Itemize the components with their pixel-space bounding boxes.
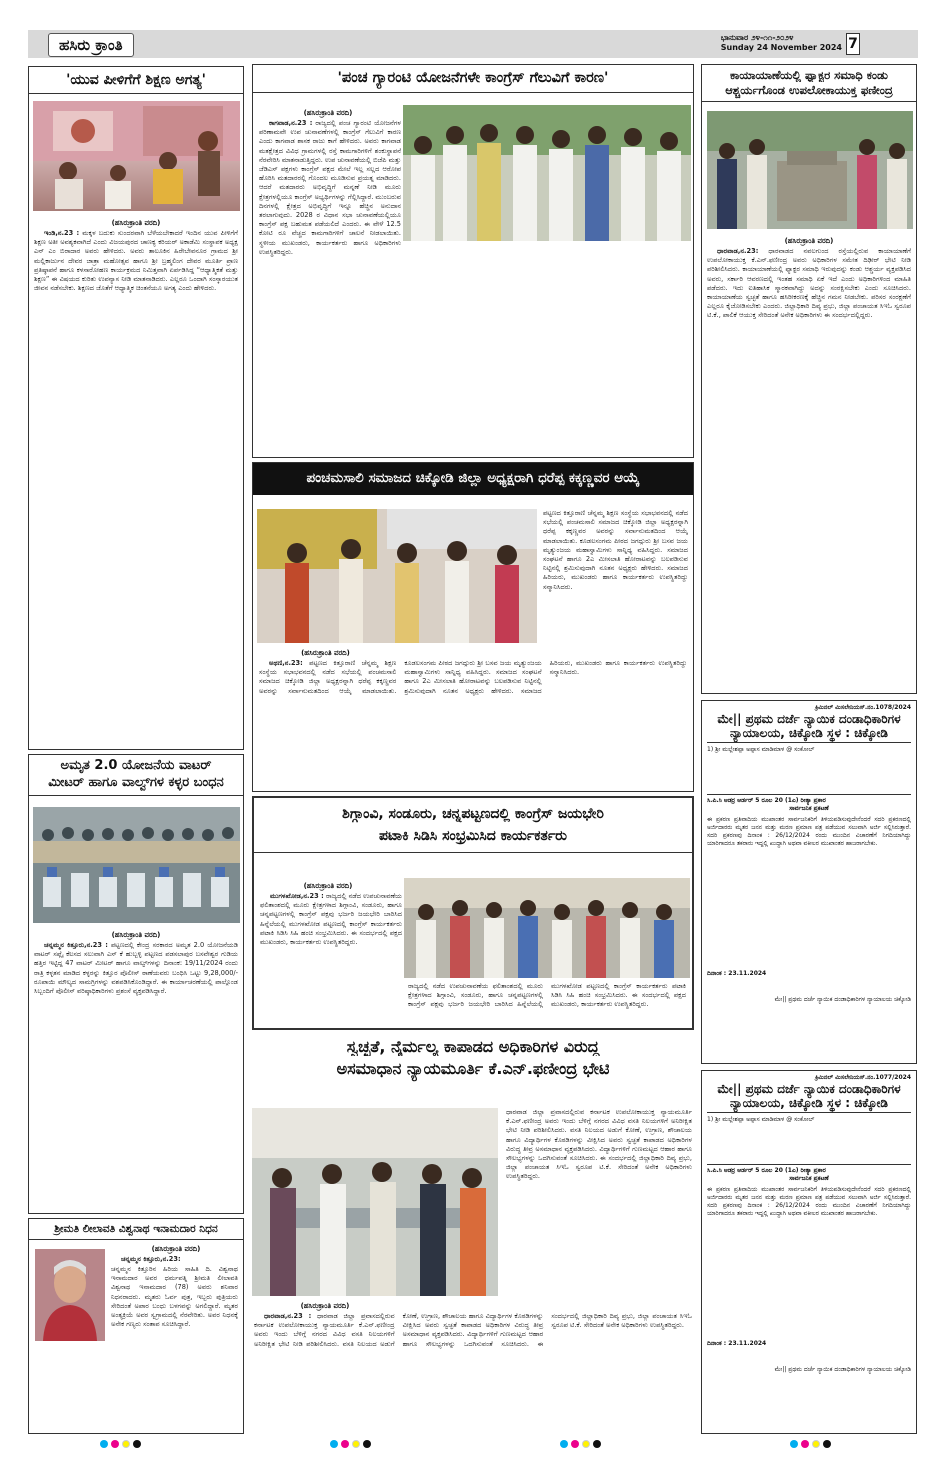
headline-line-1: ಕಾಯಾಯಾಣೆಯಲ್ಲಿ ಫ್ಯಾಕ್ಟರ ಸಮಾಧಿ ಕಂಡು: [730, 68, 888, 82]
byline: (ಹಸಿರುಕ್ರಾಂತಿ ವರದಿ): [111, 219, 161, 227]
inspection-photo: [252, 1108, 498, 1296]
body-text-cont: ರಾಜ್ಯದಲ್ಲಿ ನಡೆದ ಉಪಚುನಾವಣೆಯ ಫಲಿತಾಂಶದಲ್ಲಿ ಮೂರು ಕ್ಷೇತ್ರಗಳಾದ ಶಿಗ್ಗಾಂವಿ, ಸಂಡೂರು, ಹಾಗೂ ಚನ್ನಪಟ್ಟಣಗಳಲ್ಲಿ ಕಾಂಗ್ರೆಸ್ ಪಕ್ಷವು ಭರ್ಜರಿ ಜಯಭೇರಿ ಬಾರಿಸಿದ ಹಿನ್ನೆಲೆಯಲ್ಲಿ ಮುಗಳಖೋಡ ಪಟ್ಟಣದಲ್ಲಿ ಕಾಂಗ್ರೆಸ್ ಕಾರ್ಯಕರ್ತರು ಪಟಾಕಿ ಸಿಡಿಸಿ ಸಿಹಿ ಹಂಚಿ ಸಂಭ್ರಮಿಸಿದರು. ಈ ಸಂದರ್ಭದಲ್ಲಿ ಪಕ್ಷದ ಮುಖಂಡರು, ಕಾರ್ಯಕರ್ತರು ಉಪಸ್ಥಿತರಿದ್ದರು.: [408, 982, 686, 1009]
notice-label: ಸಾರ್ವಜನಿಕ ಪ್ರಕಟಣೆ: [789, 1175, 829, 1182]
notice-label: ಸಾರ್ವಜನಿಕ ಪ್ರಕಟಣೆ: [789, 805, 829, 812]
article-guarantee-schemes: [252, 64, 694, 458]
yellow-dot: [352, 1440, 360, 1448]
court-title-line-2: ನ್ಯಾಯಾಲಯ, ಚಿಕ್ಕೋಡಿ ಸ್ಥಳ : ಚಿಕ್ಕೋಡಿ: [707, 1096, 911, 1113]
yellow-dot: [122, 1440, 130, 1448]
magenta-dot: [571, 1440, 579, 1448]
body-text: ರಾಜ್ಯದಲ್ಲಿ ಪಂಚ ಗ್ಯಾರಂಟಿ ಯೋಜನೆಗಳ ಪರಿಣಾಮವೇ ಉಪ ಚುನಾವಣೆಗಳಲ್ಲಿ ಕಾಂಗ್ರೆಸ್ ಗೆಲುವಿಗೆ ಕಾರಣ ಎಂದು ಕಾಗವಾಡ ಶಾಸಕ ರಾಜು ಕಾಗೆ ಹೇಳಿದರು. ಅವರು ಕಾಗವಾಡ ಮತಕ್ಷೇತ್ರದ ವಿವಿಧ ಗ್ರಾಮಗಳಲ್ಲಿ ರಸ್ತೆ ಕಾಮಗಾರಿಗಳಿಗೆ ಶಂಕುಸ್ಥಾಪನೆ ನೆರವೇರಿಸಿ ಮಾತನಾಡುತ್ತಿದ್ದರು. ಉಪ ಚುನಾವಣೆಯಲ್ಲಿ ಬಿಜೆಪಿ ಮತ್ತು ಜೆಡಿಎಸ್ ಪಕ್ಷಗಳು ಕಾಂಗ್ರೆಸ್ ಪಕ್ಷದ ಮೇಲೆ ಇಲ್ಲ ಸಲ್ಲದ ಆರೋಪ ಹೊರಿಸಿ ಮತದಾರರಲ್ಲಿ ಗೊಂದಲ ಮೂಡಿಸುವ ಪ್ರಯತ್ನ ಮಾಡಿದರು. ಆದರೆ ಮತದಾರರು ಅಭಿವೃದ್ಧಿಗೆ ಮನ್ನಣೆ ನೀಡಿ ಮೂರು ಕ್ಷೇತ್ರಗಳಲ್ಲಿಯೂ ಕಾಂಗ್ರೆಸ್ ಅಭ್ಯರ್ಥಿಗಳನ್ನು ಗೆಲ್ಲಿಸಿದ್ದಾರೆ. ಮುಂಬರುವ ದಿನಗಳಲ್ಲಿ ಕ್ಷೇತ್ರದ ಅಭಿವೃದ್ಧಿಗೆ ಇನ್ನೂ ಹೆಚ್ಚಿನ ಅನುದಾನ ತರಲಾಗುವುದು. 2028 ರ ವಿಧಾನ ಸಭಾ ಚುನಾವಣೆಯಲ್ಲಿಯೂ ಕಾಂಗ್ರೆಸ್ ಪಕ್ಷ ಬಹುಮತ ಪಡೆಯಲಿದೆ ಎಂದರು. ಈ ವೇಳೆ 12.5 ಕೋಟಿ ರೂ ವೆಚ್ಚದ ಕಾಮಗಾರಿಗಳಿಗೆ ಚಾಲನೆ ನೀಡಲಾಯಿತು. ಸ್ಥಳೀಯ ಮುಖಂಡರು, ಕಾರ್ಯಕರ್ತರು ಹಾಗೂ ಅಧಿಕಾರಿಗಳು ಉಪಸ್ಥಿತರಿದ್ದರು.: [259, 119, 401, 256]
cpc-section: ಸಿ.ಪಿ.ಸಿ ಆಡರ್ರ ಆರ್ಡರ್ 5 ರೂಲ 20 (1ಎ) ರೀತ್ಯಾ ಪ್ರಕಾರ: [707, 794, 911, 805]
court-signature: ಮೇ|| ಪ್ರಥಮ ದರ್ಜೆ ನ್ಯಾಯಿಕ ದಂಡಾಧಿಕಾರಿಗಳ ನ್ಯಾಯಾಲಯ ಚಿಕ್ಕೋಡಿ: [774, 1366, 911, 1373]
dateline: ಧಾರವಾಡ,ನ.23 :: [264, 1312, 312, 1320]
article-body: [259, 659, 687, 787]
monument-illustration: [707, 111, 913, 229]
headline-line-1: ಶಿಗ್ಗಾಂವಿ, ಸಂಡೂರು, ಚನ್ನಪಟ್ಟಣದಲ್ಲಿ ಕಾಂಗ್ರೆಸ್ ಜಯಭೇರಿ: [342, 806, 604, 822]
body-text-intro: ಪಟ್ಟಣದ ಕಿತ್ತೂರಾಣಿ ಚೆನ್ನಮ್ಮ ಶಿಕ್ಷಣ ಸಂಸ್ಥೆಯ ಸಭಾಭವನದಲ್ಲಿ ನಡೆದ ಸಭೆಯಲ್ಲಿ ಪಂಚಮಸಾಲಿ ಸಮಾಜದ ಚಿಕ್ಕೋಡಿ ಜಿಲ್ಲಾ ಅಧ್ಯಕ್ಷರನ್ನಾಗಿ ಧರೆಪ್ಪ ಕಕ್ಕಣ್ಣವರ ಅವರನ್ನು ಸರ್ವಾನುಮತದಿಂದ ಆಯ್ಕೆ ಮಾಡಲಾಯಿತು. ಕೂಡಲಸಂಗಮ ಪೀಠದ ಜಗದ್ಗುರು ಶ್ರೀ ಬಸವ ಜಯ ಮೃತ್ಯುಂಜಯ ಮಹಾಸ್ವಾಮಿಗಳು ಸಾನ್ನಿಧ್ಯ ವಹಿಸಿದ್ದರು. ಸಮಾಜದ ಸಂಘಟನೆ ಹಾಗೂ 2ಎ ಮೀಸಲಾತಿ ಹೋರಾಟವನ್ನು ಬಲಪಡಿಸುವ ನಿಟ್ಟಿನಲ್ಲಿ ಶ್ರಮಿಸುವುದಾಗಿ ನೂತನ ಅಧ್ಯಕ್ಷರು ಹೇಳಿದರು. ಸಮಾಜದ ಹಿರಿಯರು, ಮುಖಂಡರು ಹಾಗೂ ಕಾರ್ಯಕರ್ತರು ಉಪಸ್ಥಿತರಿದ್ದು ಸನ್ಮಾನಿಸಿದರು.: [543, 509, 688, 591]
felicitation-illustration: [257, 509, 537, 643]
body-text-right: ಧಾರವಾಡ ಜಿಲ್ಲಾ ಪ್ರವಾಸದಲ್ಲಿರುವ ಕರ್ನಾಟಕ ಉಪಲೋಕಾಯುಕ್ತ ನ್ಯಾಯಮೂರ್ತಿ ಕೆ.ಎನ್.ಫಣೀಂದ್ರ ಅವರು ಇಂದು ಬೆಳಿಗ್ಗೆ ನಗರದ ವಿವಿಧ ವಸತಿ ನಿಲಯಗಳಿಗೆ ಅನಿರೀಕ್ಷಿತ ಭೇಟಿ ನೀಡಿ ಪರಿಶೀಲಿಸಿದರು. ವಸತಿ ನಿಲಯದ ಅಡುಗೆ ಕೋಣೆ, ಉಗ್ರಾಣ, ಶೌಚಾಲಯ ಹಾಗೂ ವಿದ್ಯಾರ್ಥಿಗಳ ಕೊಠಡಿಗಳನ್ನು ವೀಕ್ಷಿಸಿದ ಅವರು ಸ್ವಚ್ಛತೆ ಕಾಪಾಡದ ಅಧಿಕಾರಿಗಳ ವಿರುದ್ಧ ತೀವ್ರ ಅಸಮಾಧಾನ ವ್ಯಕ್ತಪಡಿಸಿದರು. ವಿದ್ಯಾರ್ಥಿಗಳಿಗೆ ಗುಣಮಟ್ಟದ ಆಹಾರ ಹಾಗೂ ಸೌಲಭ್ಯಗಳನ್ನು ಒದಗಿಸುವಂತೆ ಸೂಚಿಸಿದರು. ಈ ಸಂದರ್ಭದಲ್ಲಿ ಜಿಲ್ಲಾಧಿಕಾರಿ ದಿವ್ಯ ಪ್ರಭು, ಜಿಲ್ಲಾ ಪಂಚಾಯತ ಸಿಇಓ ಸ್ವರೂಪ ಟಿ.ಕೆ. ಸೇರಿದಂತೆ ಅನೇಕ ಅಧಿಕಾರಿಗಳು ಉಪಸ್ಥಿತರಿದ್ದರು.: [506, 1108, 692, 1181]
headline-line-2: ಪಟಾಕಿ ಸಿಡಿಸಿ ಸಂಭ್ರಮಿಸಿದ ಕಾರ್ಯಕರ್ತರು: [254, 824, 692, 853]
article-factory-grave: [701, 64, 917, 694]
black-dot: [363, 1440, 371, 1448]
cyan-dot: [790, 1440, 798, 1448]
court-title-line-1: ಮೇ|| ಪ್ರಥಮ ದರ್ಜೆ ನ್ಯಾಯಿಕ ದಂಡಾಧಿಕಾರಿಗಳ: [717, 1082, 901, 1096]
body-text: ಧಾರವಾಡದ ನವಲಗುಂದ ರಸ್ತೆಯಲ್ಲಿರುವ ಕಾಯಾಯಾಣೆಗೆ ಉಪಲೋಕಾಯುಕ್ತ ಕೆ.ಎನ್.ಫಣೀಂದ್ರ ಅವರು ಅಧಿಕಾರಿಗಳ ಸಮೇತ ದಿಢೀರ್ ಭೇಟಿ ನೀಡಿ ಪರಿಶೀಲಿಸಿದರು. ಕಾಯಾಯಾಣೆಯಲ್ಲಿ ಫ್ಯಾಕ್ಟರ ಸಮಾಧಿ ಇರುವುದನ್ನು ಕಂಡು ಆಶ್ಚರ್ಯ ವ್ಯಕ್ತಪಡಿಸಿದ ಅವರು, ಸರ್ಕಾರಿ ಆವರಣದಲ್ಲಿ ಇಂತಹ ಸಮಾಧಿ ಏಕೆ ಇದೆ ಎಂದು ಅಧಿಕಾರಿಗಳಿಂದ ಮಾಹಿತಿ ಪಡೆದರು. ಇದು ಐತಿಹಾಸಿಕ ಸ್ಮಾರಕವಾಗಿದ್ದು ಅದನ್ನು ಸಂರಕ್ಷಿಸಬೇಕು ಎಂದು ಸೂಚಿಸಿದರು. ಕಾಯಾಯಾಣೆಯ ಸ್ವಚ್ಛತೆ ಹಾಗೂ ಹಸಿರೀಕರಣಕ್ಕೆ ಹೆಚ್ಚಿನ ಗಮನ ನೀಡಬೇಕು. ಪರಿಸರ ಸಂರಕ್ಷಣೆಗೆ ಎಲ್ಲರೂ ಕೈಜೋಡಿಸಬೇಕು ಎಂದರು. ಜಿಲ್ಲಾಧಿಕಾರಿ ದಿವ್ಯ ಪ್ರಭು, ಜಿಲ್ಲಾ ಪಂಚಾಯತ ಸಿಇಓ ಸ್ವರೂಪ ಟಿ.ಕೆ., ಪಾಲಿಕೆ ಆಯುಕ್ತ ಸೇರಿದಂತೆ ಅನೇಕ ಅಧಿಕಾರಿಗಳು ಈ ಸಂದರ್ಭದಲ್ಲಿದ್ದರು.: [707, 247, 911, 320]
body-text: ಧಾರವಾಡ ಜಿಲ್ಲಾ ಪ್ರವಾಸದಲ್ಲಿರುವ ಕರ್ನಾಟಕ ಉಪಲೋಕಾಯುಕ್ತ ನ್ಯಾಯಮೂರ್ತಿ ಕೆ.ಎನ್.ಫಣೀಂದ್ರ ಅವರು ಇಂದು ಬೆಳಿಗ್ಗೆ ನಗರದ ವಿವಿಧ ವಸತಿ ನಿಲಯಗಳಿಗೆ ಅನಿರೀಕ್ಷಿತ ಭೇಟಿ ನೀಡಿ ಪರಿಶೀಲಿಸಿದರು. ವಸತಿ ನಿಲಯದ ಅಡುಗೆ ಕೋಣೆ, ಉಗ್ರಾಣ, ಶೌಚಾಲಯ ಹಾಗೂ ವಿದ್ಯಾರ್ಥಿಗಳ ಕೊಠಡಿಗಳನ್ನು ವೀಕ್ಷಿಸಿದ ಅವರು ಸ್ವಚ್ಛತೆ ಕಾಪಾಡದ ಅಧಿಕಾರಿಗಳ ವಿರುದ್ಧ ತೀವ್ರ ಅಸಮಾಧಾನ ವ್ಯಕ್ತಪಡಿಸಿದರು. ವಿದ್ಯಾರ್ಥಿಗಳಿಗೆ ಗುಣಮಟ್ಟದ ಆಹಾರ ಹಾಗೂ ಸೌಲಭ್ಯಗಳನ್ನು ಒದಗಿಸುವಂತೆ ಸೂಚಿಸಿದರು. ಈ ಸಂದರ್ಭದಲ್ಲಿ ಜಿಲ್ಲಾಧಿಕಾರಿ ದಿವ್ಯ ಪ್ರಭು, ಜಿಲ್ಲಾ ಪಂಚಾಯತ ಸಿಇಓ ಸ್ವರೂಪ ಟಿ.ಕೆ. ಸೇರಿದಂತೆ ಅನೇಕ ಅಧಿಕಾರಿಗಳು ಉಪಸ್ಥಿತರಿದ್ದರು.: [254, 1312, 692, 1348]
body-text: ಮಕ್ಕಳ ಬದುಕು ಸುಂದರವಾಗಿ ಬೆಳೆಯಬೇಕಾದರೆ ಇಂದಿನ ಯುವ ಪೀಳಿಗೆಗೆ ಶಿಕ್ಷಣ ಅತೀ ಅವಶ್ಯಕವಾಗಿದೆ ಎಂದು ವಿಜಯಪುರದ ಚಾಣಕ್ಯ ಕರಿಯರ್ ಅಕಾಡೆಮಿ ಸಂಸ್ಥಾಪಕ ಅಧ್ಯಕ್ಷ ಎನ್ ಎಂ ಬಿರಾದಾರ ಅವರು ಹೇಳಿದರು. ಅವರು ತಾಲೂಕಿನ ಹಿರೇಬೇವನೂರ ಗ್ರಾಮದ ಶ್ರೀ ಮಲ್ಲಿಕಾರ್ಜುನ ದೇವರ ಜಾತ್ರಾ ಮಹೋತ್ಸವ ಹಾಗೂ ಶ್ರೀ ಬ್ರಹ್ಮಲಿಂಗ ದೇವರ ಮೂರ್ತಿ ಪ್ರಾಣ ಪ್ರತಿಷ್ಠಾಪನೆ ಹಾಗೂ ಕಳಸಾರೋಹಣ ಕಾರ್ಯಕ್ರಮದ ನಿಮಿತ್ತವಾಗಿ ಏರ್ಪಡಿಸಿದ್ದ “ಆಧ್ಯಾತ್ಮಿಕತೆ ಮತ್ತು ಶಿಕ್ಷಣ” ಈ ವಿಷಯದ ಕುರಿತು ಉಪನ್ಯಾಸ ನೀಡಿ ಮಾತನಾಡಿದರು. ಎಲ್ಲರೂ ಒಂದಾಗಿ ಸಂಸ್ಕಾರಯುತ ಜೀವನ ನಡೆಸಬೇಕು. ಶಿಕ್ಷಣದ ಜೊತೆಗೆ ಆಧ್ಯಾತ್ಮಿಕ ಚಿಂತನೆಯೂ ಅಗತ್ಯ ಎಂದು ಹೇಳಿದರು.: [34, 229, 238, 293]
cyan-dot: [330, 1440, 338, 1448]
event-photo: [33, 101, 240, 211]
black-dot: [823, 1440, 831, 1448]
article-justice-visit: [252, 1034, 694, 1434]
magenta-dot: [341, 1440, 349, 1448]
case-ref: ಕ್ರಿಮಿನಲ್ ಮಿಸಲೇನಿಯಸ್.ನಂ.1078/2024: [815, 704, 911, 711]
black-dot: [133, 1440, 141, 1448]
dateline: ಚನ್ನಮ್ಮನ ಕಿತ್ತೂರು,ನ.23:: [121, 1255, 181, 1263]
byline: (ಹಸಿರುಕ್ರಾಂತಿ ವರದಿ): [151, 1245, 201, 1253]
stage-illustration: [33, 101, 240, 211]
registration-marks-1: [100, 1440, 141, 1448]
felicitation-photo: [257, 509, 537, 643]
notice-date: ದಿನಾಂಕ : 23.11.2024: [707, 970, 767, 977]
court-title-line-2: ನ್ಯಾಯಾಲಯ, ಚಿಕ್ಕೋಡಿ ಸ್ಥಳ : ಚಿಕ್ಕೋಡಿ: [707, 726, 911, 743]
body-text: ರಾಜ್ಯದಲ್ಲಿ ನಡೆದ ಉಪಚುನಾವಣೆಯ ಫಲಿತಾಂಶದಲ್ಲಿ ಮೂರು ಕ್ಷೇತ್ರಗಳಾದ ಶಿಗ್ಗಾಂವಿ, ಸಂಡೂರು, ಹಾಗೂ ಚನ್ನಪಟ್ಟಣಗಳಲ್ಲಿ ಕಾಂಗ್ರೆಸ್ ಪಕ್ಷವು ಭರ್ಜರಿ ಜಯಭೇರಿ ಬಾರಿಸಿದ ಹಿನ್ನೆಲೆಯಲ್ಲಿ ಮುಗಳಖೋಡ ಪಟ್ಟಣದಲ್ಲಿ ಕಾಂಗ್ರೆಸ್ ಕಾರ್ಯಕರ್ತರು ಪಟಾಕಿ ಸಿಡಿಸಿ ಸಿಹಿ ಹಂಚಿ ಸಂಭ್ರಮಿಸಿದರು. ಈ ಸಂದರ್ಭದಲ್ಲಿ ಪಕ್ಷದ ಮುಖಂಡರು, ಕಾರ್ಯಕರ್ತರು ಉಪಸ್ಥಿತರಿದ್ದರು.: [260, 892, 402, 947]
masthead: [28, 30, 918, 58]
headline: 'ಯುವ ಪೀಳಿಗೆಗೆ ಶಿಕ್ಷಣ ಅಗತ್ಯ': [29, 67, 243, 94]
portrait-illustration: [35, 1249, 105, 1341]
article-body-col1: [259, 119, 401, 453]
body-text: ಚನ್ನಮ್ಮನ ಕಿತ್ತೂರಿನ ಹಿರಿಯ ಸಾಹಿತಿ ದಿ. ವಿಶ್ವನಾಥ ಇನಾಮದಾರ ಅವರ ಧರ್ಮಪತ್ನಿ ಶ್ರೀಮತಿ ಲೀಲಾವತಿ ವಿಶ್ವನಾಥ ಇನಾಮದಾರ (78) ಅವರು ಶನಿವಾರ ನಿಧನರಾದರು. ಮೃತರು ಓರ್ವ ಪುತ್ರ, ಇಬ್ಬರು ಪುತ್ರಿಯರು ಸೇರಿದಂತೆ ಅಪಾರ ಬಂಧು ಬಳಗವನ್ನು ಅಗಲಿದ್ದಾರೆ. ಮೃತರ ಅಂತ್ಯಕ್ರಿಯೆ ಅವರ ಸ್ವಗ್ರಾಮದಲ್ಲಿ ನೆರವೇರಿತು. ಅವರ ನಿಧನಕ್ಕೆ ಅನೇಕ ಗಣ್ಯರು ಸಂತಾಪ ಸೂಚಿಸಿದ್ದಾರೆ.: [111, 1265, 238, 1329]
byline: (ಹಸಿರುಕ್ರಾಂತಿ ವರದಿ): [301, 649, 350, 657]
police-photo: [33, 807, 240, 923]
byline: (ಹಸಿರುಕ್ರಾಂತಿ ವರದಿ): [300, 1302, 350, 1310]
article-body: [34, 941, 238, 1209]
body-text: ಪಟ್ಟಣದಲ್ಲಿ ಕೇಂದ್ರ ಸರಕಾರದ ಅಮೃತ 2.0 ಯೋಜನೆಯಡಿ ವಾಟರ್ ಸಪ್ಲೈ ಕೆಲಸದ ಸಲುವಾಗಿ ಎಸ್ ಕೆ ಹುಬ್ಬಳ್ಳಿ ಪಟ್ಟಣದ ಪಡಸಲಾಪುರ ಬಸವೇಶ್ವರ ಗುಡಿಯ ಹತ್ತಿರ ಇಟ್ಟಿದ್ದ 47 ವಾಟರ್ ಮೀಟರ್ ಹಾಗೂ ವಾಲ್ವ್‌ಗಳನ್ನು ದಿನಾಂಕ: 19/11/2024 ರಂದು ರಾತ್ರಿ ಕಳ್ಳತನ ಮಾಡಿದ ಕಳ್ಳರನ್ನು ಕಿತ್ತೂರ ಪೊಲೀಸ್ ಠಾಣೆಯವರು ಬಂಧಿಸಿ ಒಟ್ಟು 9,28,000/- ರೂಪಾಯಿ ಮೌಲ್ಯದ ಸಾಮಗ್ರಿಗಳನ್ನು ವಶಪಡಿಸಿಕೊಂಡಿದ್ದಾರೆ. ಈ ಕಾರ್ಯಾಚರಣೆಯಲ್ಲಿ ಪಾಲ್ಗೊಂಡ ಸಿಬ್ಬಂದಿಗೆ ಪೊಲೀಸ್ ವರಿಷ್ಠಾಧಿಕಾರಿಗಳು ಪ್ರಶಂಸೆ ವ್ಯಕ್ತಪಡಿಸಿದ್ದಾರೆ.: [34, 941, 238, 996]
court-signature: ಮೇ|| ಪ್ರಥಮ ದರ್ಜೆ ನ್ಯಾಯಿಕ ದಂಡಾಧಿಕಾರಿಗಳ ನ್ಯಾಯಾಲಯ ಚಿಕ್ಕೋಡಿ: [774, 996, 911, 1003]
party-name: 1) ಶ್ರೀ ಮಲ್ಲೇಶಪ್ಪಾ ಅಪ್ಪಾಸ ಮಾಡಿಮಾಳ @ ಸಂಕೋಲ್: [707, 1116, 815, 1123]
magenta-dot: [801, 1440, 809, 1448]
article-body: [260, 892, 402, 1026]
dateline: ಮುಗಳಖೋಡ,ನ.23 :: [270, 892, 324, 900]
portrait-photo: [35, 1249, 105, 1341]
crowd-illustration: [403, 105, 691, 241]
dateline: ಕಾಗವಾಡ,ನ.23 :: [269, 119, 313, 127]
case-ref: ಕ್ರಿಮಿನಲ್ ಮಿಸಲೇನಿಯಸ್.ನಂ.1077/2024: [815, 1074, 911, 1081]
article-body-continued: [408, 982, 686, 1026]
article-body-col3-top: [543, 509, 688, 643]
dateline: ಚನ್ನಮ್ಮನ ಕಿತ್ತೂರು,ನ.23 :: [44, 941, 108, 949]
byline: (ಹಸಿರುಕ್ರಾಂತಿ ವರದಿ): [303, 882, 353, 890]
notice-body: ಈ ಪ್ರಕರಣ ಪ್ರತಿವಾದಿಯ ಮುಖಾಂತರ ಸಾರ್ವಜನಿಕರಿಗೆ ತಿಳಿಯಪಡಿಸುವುದೇನೆಂದರೆ ಸದರಿ ಪ್ರಕರಣದಲ್ಲಿ ಅರ್ಜಿದಾರರು ಮೃತರ ಜನನ ಮತ್ತು ಮರಣ ಪ್ರಮಾಣ ಪತ್ರ ಪಡೆಯುವ ಸಲುವಾಗಿ ಅರ್ಜಿ ಸಲ್ಲಿಸಿರುತ್ತಾರೆ. ಸದರಿ ಪ್ರಕರಣವು ದಿನಾಂಕ : 26/12/2024 ರಂದು ಮುಂದಿನ ವಿಚಾರಣೆಗೆ ನಿಗದಿಯಾಗಿದ್ದು ಯಾರಿಗಾದರೂ ತಕರಾರು ಇದ್ದಲ್ಲಿ ಖುದ್ದಾಗಿ ಅಥವಾ ವಕೀಲರ ಮುಖಾಂತರ ಹಾಜರಾಗಬೇಕು.: [707, 1186, 911, 1217]
article-body-right: [506, 1108, 692, 1298]
article-congress-victory: [252, 796, 694, 1030]
registration-marks-4: [790, 1440, 831, 1448]
court-title-line-1: ಮೇ|| ಪ್ರಥಮ ದರ್ಜೆ ನ್ಯಾಯಿಕ ದಂಡಾಧಿಕಾರಿಗಳ: [717, 712, 901, 726]
dateline: ಧಾರವಾಡ,ನ.23:: [717, 247, 759, 255]
monument-photo: [707, 111, 913, 229]
byline: (ಹಸಿರುಕ್ರಾಂತಿ ವರದಿ): [111, 931, 161, 939]
party-name: 1) ಶ್ರೀ ಮಲ್ಲೇಶಪ್ಪಾ ಅಪ್ಪಾಸ ಮಾಡಿಮಾಳ @ ಸಂಕೋಲ್: [707, 746, 815, 753]
celebration-illustration: [404, 878, 690, 978]
cyan-dot: [560, 1440, 568, 1448]
magenta-dot: [111, 1440, 119, 1448]
dateline: ಅಥಣಿ,ನ.23:: [269, 659, 303, 667]
dateline: ಇಂಡಿ,ನ.23 :: [44, 229, 80, 237]
headline: ಪಂಚಮಸಾಲಿ ಸಮಾಜದ ಚಿಕ್ಕೋಡಿ ಜಿಲ್ಲಾ ಅಧ್ಯಕ್ಷರಾಗಿ ಧರೆಪ್ಪ ಕಕ್ಕಣ್ಣವರ ಆಯ್ಕೆ: [253, 463, 693, 495]
seized-items-illustration: [33, 807, 240, 923]
article-amrut-theft: [28, 754, 244, 1214]
article-body: [34, 229, 238, 744]
date-english: Sunday 24 November 2024: [720, 43, 842, 52]
byline: (ಹಸಿರುಕ್ರಾಂತಿ ವರದಿ): [303, 109, 353, 117]
headline: 'ಪಂಚ ಗ್ಯಾರಂಟಿ ಯೋಜನೆಗಳೇ ಕಾಂಗ್ರೆಸ್ ಗೆಲುವಿಗೆ ಕಾರಣ': [253, 65, 693, 93]
date-kannada: ಭಾನುವಾರ ೨೪-೧೧-೨೦೨೪: [720, 33, 794, 42]
inspection-illustration: [252, 1108, 498, 1296]
issue-date: [721, 33, 842, 53]
celebration-photo: [404, 878, 690, 978]
legal-notice-1: [701, 700, 917, 1064]
yellow-dot: [812, 1440, 820, 1448]
headline: ಶ್ರೀಮತಿ ಲೀಲಾವತಿ ವಿಶ್ವನಾಥ ಇನಾಮದಾರ ನಿಧನ: [29, 1219, 243, 1240]
headline-line-1: ಸ್ವಚ್ಛತೆ, ನೈರ್ಮಲ್ಯ ಕಾಪಾಡದ ಅಧಿಕಾರಿಗಳ ವಿರುದ್ಧ: [346, 1037, 600, 1056]
notice-date: ದಿನಾಂಕ : 23.11.2024: [707, 1340, 767, 1347]
article-panchamasali: [252, 462, 694, 792]
article-obituary: [28, 1218, 244, 1434]
page-number: 7: [846, 33, 860, 55]
black-dot: [593, 1440, 601, 1448]
cyan-dot: [100, 1440, 108, 1448]
registration-marks-2: [330, 1440, 371, 1448]
byline: (ಹಸಿರುಕ್ರಾಂತಿ ವರದಿ): [784, 237, 834, 245]
headline-line-2: ಆಶ್ಚರ್ಯಗೊಂಡ ಉಪಲೋಕಾಯುಕ್ತ ಫಣೀಂದ್ರ: [702, 82, 916, 102]
article-youth-education: [28, 66, 244, 750]
article-body: [707, 247, 911, 689]
registration-marks-3: [560, 1440, 601, 1448]
rally-photo: [403, 105, 691, 241]
article-body: [111, 1265, 238, 1429]
paper-name: ಹಸಿರು ಕ್ರಾಂತಿ: [48, 33, 134, 57]
headline-line-2: ಮೀಟರ್ ಹಾಗೂ ವಾಲ್ವ್‌ಗಳ ಕಳ್ಳರ ಬಂಧನ: [29, 774, 243, 796]
headline-line-1: ಅಮೃತ 2.0 ಯೋಜನೆಯ ವಾಟರ್: [60, 758, 212, 773]
cpc-section: ಸಿ.ಪಿ.ಸಿ ಆಡರ್ರ ಆರ್ಡರ್ 5 ರೂಲ 20 (1ಎ) ರೀತ್ಯಾ ಪ್ರಕಾರ: [707, 1164, 911, 1175]
article-body: [254, 1312, 692, 1430]
legal-notice-2: [701, 1070, 917, 1434]
body-text: ಪಟ್ಟಣದ ಕಿತ್ತೂರಾಣಿ ಚೆನ್ನಮ್ಮ ಶಿಕ್ಷಣ ಸಂಸ್ಥೆಯ ಸಭಾಭವನದಲ್ಲಿ ನಡೆದ ಸಭೆಯಲ್ಲಿ ಪಂಚಮಸಾಲಿ ಸಮಾಜದ ಚಿಕ್ಕೋಡಿ ಜಿಲ್ಲಾ ಅಧ್ಯಕ್ಷರನ್ನಾಗಿ ಧರೆಪ್ಪ ಕಕ್ಕಣ್ಣವರ ಅವರನ್ನು ಸರ್ವಾನುಮತದಿಂದ ಆಯ್ಕೆ ಮಾಡಲಾಯಿತು. ಕೂಡಲಸಂಗಮ ಪೀಠದ ಜಗದ್ಗುರು ಶ್ರೀ ಬಸವ ಜಯ ಮೃತ್ಯುಂಜಯ ಮಹಾಸ್ವಾಮಿಗಳು ಸಾನ್ನಿಧ್ಯ ವಹಿಸಿದ್ದರು. ಸಮಾಜದ ಸಂಘಟನೆ ಹಾಗೂ 2ಎ ಮೀಸಲಾತಿ ಹೋರಾಟವನ್ನು ಬಲಪಡಿಸುವ ನಿಟ್ಟಿನಲ್ಲಿ ಶ್ರಮಿಸುವುದಾಗಿ ನೂತನ ಅಧ್ಯಕ್ಷರು ಹೇಳಿದರು. ಸಮಾಜದ ಹಿರಿಯರು, ಮುಖಂಡರು ಹಾಗೂ ಕಾರ್ಯಕರ್ತರು ಉಪಸ್ಥಿತರಿದ್ದು ಸನ್ಮಾನಿಸಿದರು.: [259, 659, 687, 695]
notice-body: ಈ ಪ್ರಕರಣ ಪ್ರತಿವಾದಿಯ ಮುಖಾಂತರ ಸಾರ್ವಜನಿಕರಿಗೆ ತಿಳಿಯಪಡಿಸುವುದೇನೆಂದರೆ ಸದರಿ ಪ್ರಕರಣದಲ್ಲಿ ಅರ್ಜಿದಾರರು ಮೃತರ ಜನನ ಮತ್ತು ಮರಣ ಪ್ರಮಾಣ ಪತ್ರ ಪಡೆಯುವ ಸಲುವಾಗಿ ಅರ್ಜಿ ಸಲ್ಲಿಸಿರುತ್ತಾರೆ. ಸದರಿ ಪ್ರಕರಣವು ದಿನಾಂಕ : 26/12/2024 ರಂದು ಮುಂದಿನ ವಿಚಾರಣೆಗೆ ನಿಗದಿಯಾಗಿದ್ದು ಯಾರಿಗಾದರೂ ತಕರಾರು ಇದ್ದಲ್ಲಿ ಖುದ್ದಾಗಿ ಅಥವಾ ವಕೀಲರ ಮುಖಾಂತರ ಹಾಜರಾಗಬೇಕು.: [707, 816, 911, 847]
headline-line-2: ಅಸಮಾಧಾನ ನ್ಯಾಯಮೂರ್ತಿ ಕೆ.ಎನ್.ಫಣೀಂದ್ರ ಭೇಟಿ: [336, 1059, 610, 1079]
yellow-dot: [582, 1440, 590, 1448]
